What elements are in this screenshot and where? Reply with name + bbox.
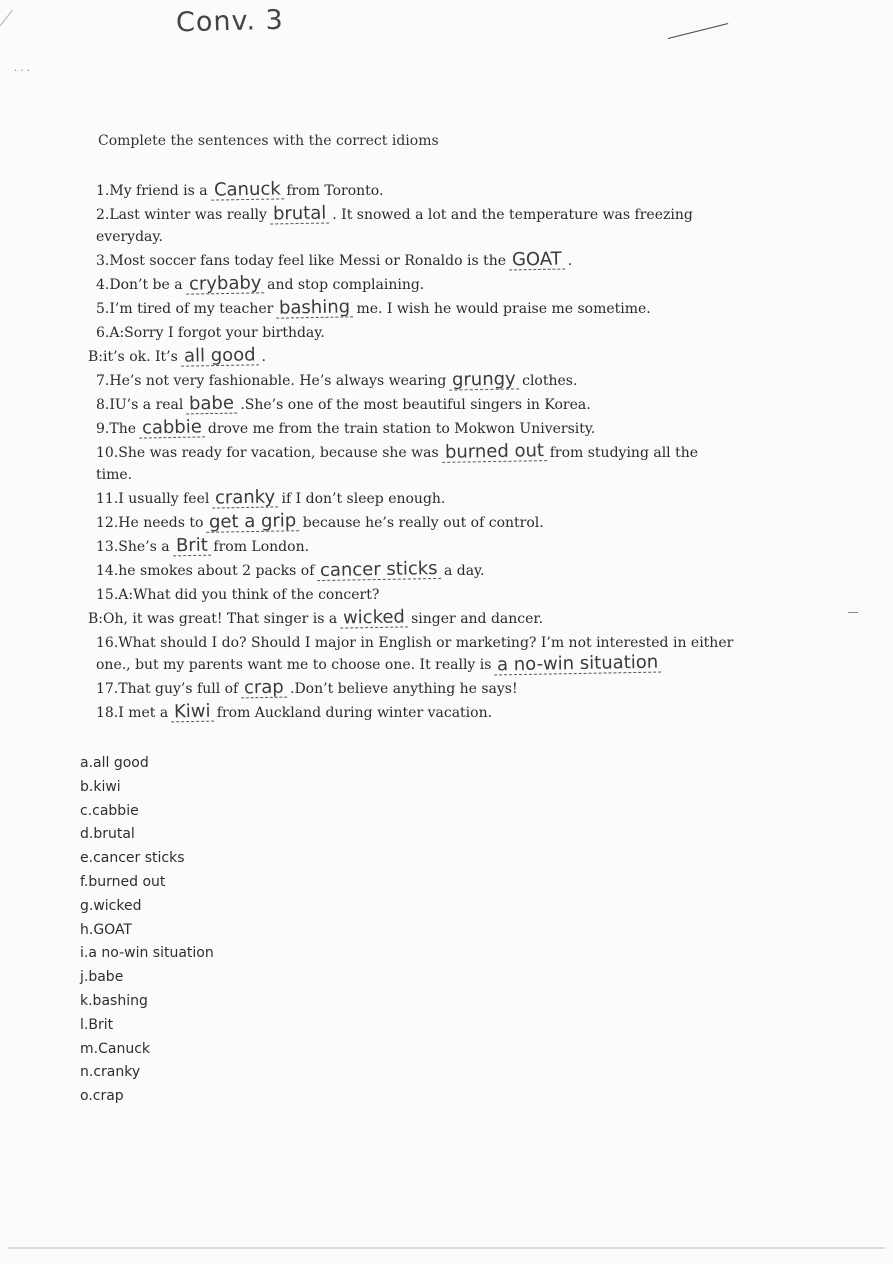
answer-option: j.babe: [80, 969, 124, 986]
sentence-text: from London.: [213, 539, 310, 555]
handwritten-answer: grungy: [449, 370, 519, 390]
sentence-text: 2.Last winter was really: [96, 207, 267, 223]
sentence-text: .Don’t believe anything he says!: [290, 681, 518, 697]
handwritten-answer: crybaby: [185, 274, 264, 294]
sentence-text: a day.: [443, 563, 485, 579]
margin-mark: [848, 612, 858, 613]
sentence-line: [96, 442, 738, 486]
sentence-text: 5.I’m tired of my teacher: [96, 301, 274, 317]
answer-option: k.bashing: [80, 992, 148, 1009]
scan-edge: [8, 1247, 885, 1249]
sentence-line: [96, 394, 738, 416]
sentence-text: 3.Most soccer fans today feel like Messi or Ronaldo is the: [96, 253, 507, 269]
sentence-text: .: [567, 253, 573, 269]
sentence-text: 6.A:Sorry I forgot your birthday.: [96, 325, 325, 341]
sentence-line: [96, 557, 738, 582]
handwritten-answer: wicked: [340, 608, 408, 628]
sentence-text: 13.She’s a: [96, 539, 170, 555]
handwritten-answer: Kiwi: [171, 703, 214, 723]
handwritten-answer: all good: [181, 346, 259, 366]
handwritten-answer: crap: [241, 679, 287, 699]
instructions: Complete the sentences with the correct idioms: [98, 133, 439, 149]
answer-option: d.brutal: [80, 826, 135, 843]
answer-option: n.cranky: [80, 1064, 141, 1081]
sentence-text: 10.She was ready for vacation, because she was: [96, 445, 439, 461]
sentence-text: me. I wish he would praise me sometime.: [356, 301, 651, 317]
handwritten-answer: a no-win situation: [494, 654, 662, 676]
scan-specks: · · ·: [14, 66, 30, 77]
handwritten-answer: brutal: [270, 204, 330, 224]
answer-option: e.cancer sticks: [80, 850, 185, 867]
handwritten-answer: babe: [186, 395, 237, 415]
sentence-line: [96, 180, 738, 202]
sentence-text: from Toronto.: [286, 183, 384, 199]
sentence-line: [96, 702, 738, 724]
sentence-line: [88, 608, 738, 630]
sentence-text: 16.What should I do? Should I major in English or marketing? I’m not interested in either one., but my parents want me to choose one. It really is: [96, 635, 734, 673]
sentence-text: .She’s one of the most beautiful singers in Korea.: [240, 397, 591, 413]
sentence-line: [96, 322, 738, 344]
sentence-text: 4.Don’t be a: [96, 277, 183, 293]
handwritten-answer: bashing: [276, 298, 353, 318]
answer-option: i.a no-win situation: [80, 945, 214, 962]
handwritten-answer: GOAT: [509, 251, 565, 271]
answer-option: c.cabbie: [80, 802, 139, 819]
sentence-text: .: [261, 349, 266, 365]
answer-option: g.wicked: [80, 897, 142, 914]
sentence-text: from Auckland during winter vacation.: [216, 705, 493, 721]
sentence-list: [88, 180, 738, 726]
handwritten-answer: cranky: [212, 488, 278, 508]
handwritten-answer: cancer sticks: [317, 560, 441, 581]
sentence-line: [96, 250, 738, 272]
sentence-text: 15.A:What did you think of the concert?: [96, 587, 380, 603]
answer-option: f.burned out: [80, 873, 166, 890]
sentence-text: 9.The: [96, 421, 136, 437]
sentence-text: . It snowed a lot and the temperature was freezing everyday.: [96, 207, 693, 245]
sentence-line: [96, 584, 738, 606]
sentence-text: 14.he smokes about 2 packs of: [96, 563, 315, 579]
sentence-line: [96, 678, 738, 700]
sentence-text: 11.I usually feel: [96, 491, 210, 507]
sentence-text: if I don’t sleep enough.: [281, 491, 446, 507]
answer-bank: [80, 752, 214, 1109]
handwritten-answer: cabbie: [139, 418, 205, 438]
handwritten-answer: Brit: [172, 537, 210, 557]
answer-option: o.crap: [80, 1088, 124, 1105]
sentence-line: [88, 346, 738, 368]
sentence-text: 17.That guy’s full of: [96, 681, 239, 697]
sentence-line: [96, 370, 738, 392]
sentence-text: because he’s really out of control.: [302, 515, 544, 531]
sentence-line: [96, 512, 738, 534]
handwritten-answer: get a grip: [206, 512, 300, 533]
sentence-text: from studying all the time.: [96, 445, 699, 483]
sentence-text: 12.He needs to: [96, 515, 204, 531]
sentence-text: singer and dancer.: [411, 611, 544, 627]
answer-option: l.Brit: [80, 1016, 114, 1033]
answer-option: m.Canuck: [80, 1040, 150, 1057]
sentence-text: drove me from the train station to Mokwon University.: [207, 421, 596, 437]
answer-option: h.GOAT: [80, 921, 132, 938]
sentence-text: 18.I met a: [96, 705, 169, 721]
sentence-line: [96, 298, 738, 320]
pen-stroke: [668, 23, 728, 39]
sentence-line: [96, 536, 738, 558]
sentence-text: B:Oh, it was great! That singer is a: [88, 611, 338, 627]
sentence-text: 1.My friend is a: [96, 183, 208, 199]
sentence-text: 8.IU’s a real: [96, 397, 184, 413]
sentence-text: and stop complaining.: [267, 277, 425, 293]
sentence-line: [96, 488, 738, 510]
handwritten-answer: Canuck: [210, 180, 283, 200]
answer-option: b.kiwi: [80, 778, 121, 795]
answer-option: a.all good: [80, 755, 149, 771]
scan-corner-line: [0, 10, 13, 168]
sentence-text: clothes.: [522, 373, 578, 389]
sentence-line: [96, 274, 738, 296]
sentence-line: [96, 632, 738, 676]
sentence-line: [96, 204, 738, 248]
sentence-text: 7.He’s not very fashionable. He’s always wearing: [96, 373, 447, 389]
handwritten-answer: burned out: [442, 442, 547, 463]
sentence-text: B:it’s ok. It’s: [88, 349, 178, 365]
sentence-line: [96, 418, 738, 440]
handwritten-header: Conv. 3: [175, 4, 285, 39]
